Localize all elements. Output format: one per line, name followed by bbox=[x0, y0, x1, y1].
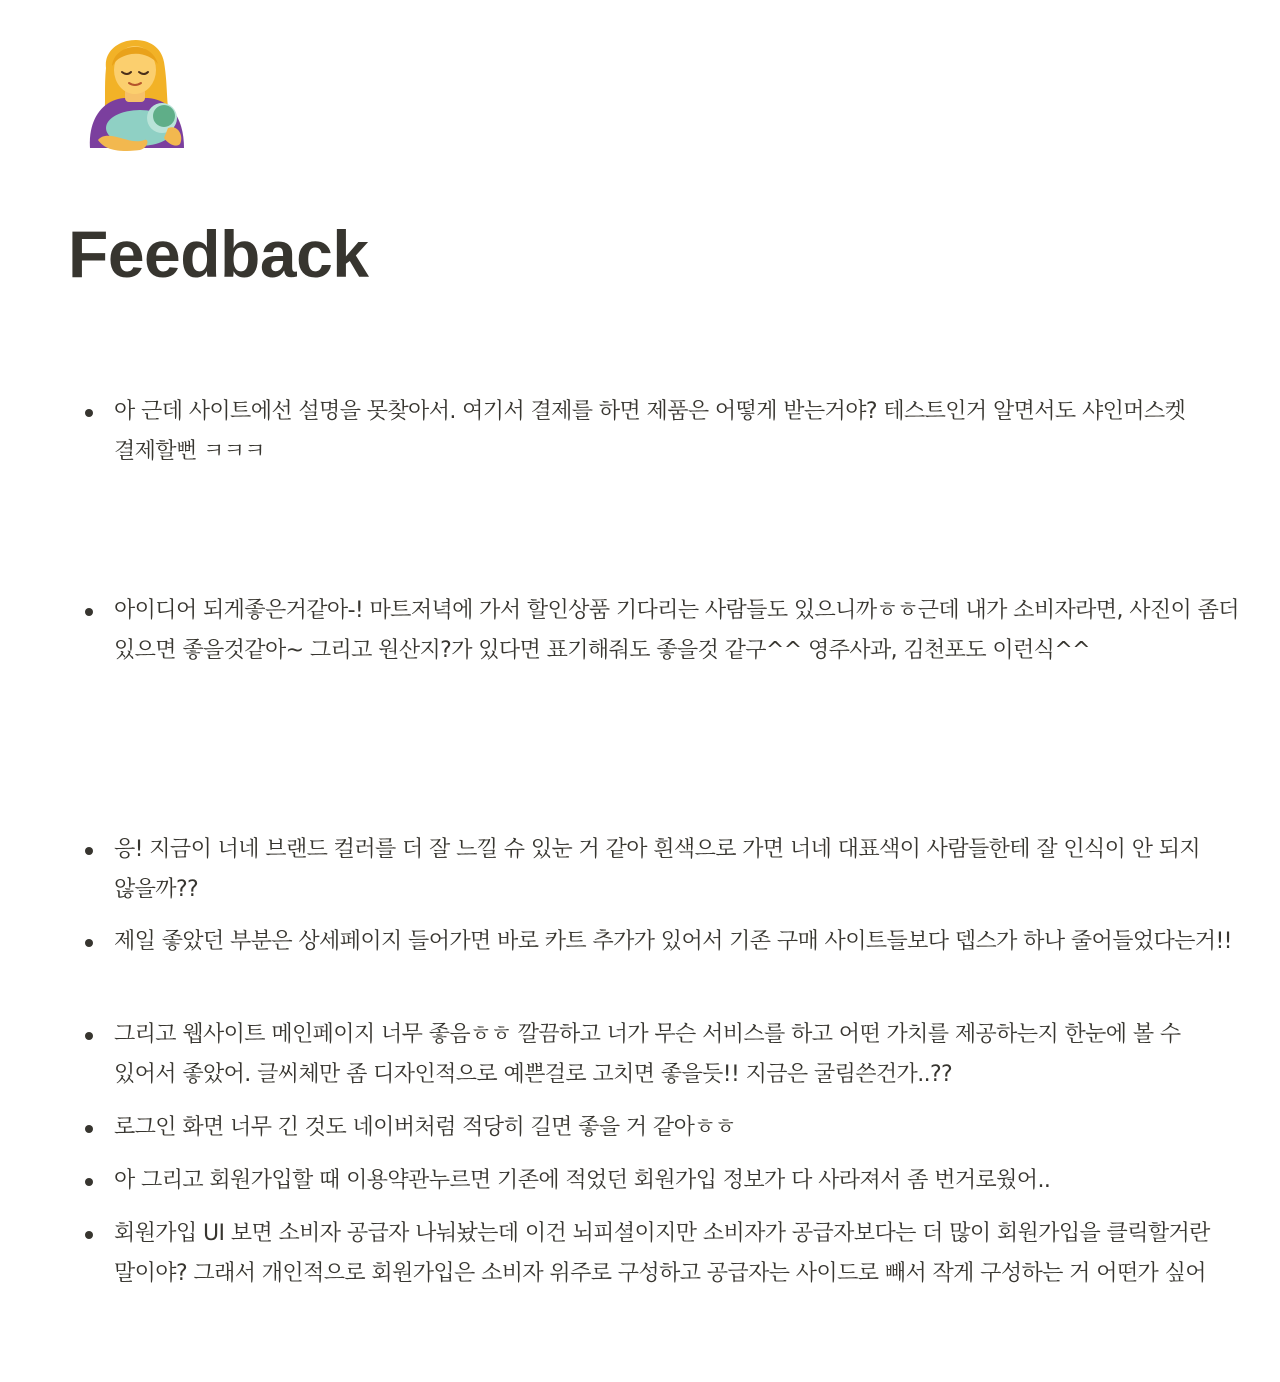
list-item bbox=[80, 591, 1240, 671]
bullet-dot-icon bbox=[85, 1231, 93, 1239]
list-item-text[interactable]: 아이디어 되게좋은거같아-! 마트저녁에 가서 할인상품 기다리는 사람들도 있으니까ㅎㅎ근데 내가 소비자라면, 사진이 좀더 있으면 좋을것같아~ 그리고 원산지?가 있다면 표기해줘도 좋을것 같구^^ 영주사과, 김천포도 이런식^^ bbox=[114, 598, 1239, 663]
bullet-dot-icon bbox=[85, 608, 93, 616]
breastfeeding-woman-emoji-icon[interactable] bbox=[84, 28, 188, 152]
bullet-dot-icon bbox=[85, 847, 93, 855]
bullet-dot-icon bbox=[85, 1125, 93, 1133]
list-item-text[interactable]: 제일 좋았던 부분은 상세페이지 들어가면 바로 카트 추가가 있어서 기존 구매 사이트들보다 뎁스가 하나 줄어들었다는거!! bbox=[114, 929, 1232, 954]
list-item bbox=[80, 830, 1240, 910]
list-item bbox=[80, 922, 1240, 962]
list-item-text[interactable]: 아 그리고 회원가입할 때 이용약관누르면 기존에 적었던 회원가입 정보가 다 사라져서 좀 번거로웠어.. bbox=[114, 1168, 1051, 1193]
list-item-text[interactable]: 응! 지금이 너네 브랜드 컬러를 더 잘 느낄 슈 있눈 거 같아 흰색으로 가면 너네 대표색이 사람들한테 잘 인식이 안 되지 않을까?? bbox=[114, 837, 1201, 902]
list-item bbox=[80, 1015, 1240, 1095]
list-item-text[interactable]: 회원가입 UI 보면 소비자 공급자 나눠놨는데 이건 뇌피셜이지만 소비자가 공급자보다는 더 많이 회원가입을 클릭할거란 말이야? 그래서 개인적으로 회원가입은 소비자 위주로 구성하고 공급자는 사이드로 빼서 작게 구성하는 거 어떤가 싶어 bbox=[114, 1221, 1210, 1286]
list-item-text[interactable]: 아 근데 사이트에선 설명을 못찾아서. 여기서 결제를 하면 제품은 어떻게 받는거야? 테스트인거 알면서도 샤인머스켓 결제할뻔 ㅋㅋㅋ bbox=[114, 399, 1186, 464]
page-title: Feedback bbox=[68, 217, 369, 291]
bullet-dot-icon bbox=[85, 1032, 93, 1040]
list-item bbox=[80, 1161, 1240, 1201]
list-item-text[interactable]: 로그인 화면 너무 긴 것도 네이버처럼 적당히 길면 좋을 거 같아ㅎㅎ bbox=[114, 1115, 736, 1140]
bullet-dot-icon bbox=[85, 939, 93, 947]
list-item-text[interactable]: 그리고 웹사이트 메인페이지 너무 좋음ㅎㅎ 깔끔하고 너가 무슨 서비스를 하고 어떤 가치를 제공하는지 한눈에 볼 수 있어서 좋았어. 글씨체만 좀 디자인적으로 예쁜걸로 고치면 좋을듯!! 지금은 굴림쓴건가..?? bbox=[114, 1022, 1181, 1087]
bullet-dot-icon bbox=[85, 1178, 93, 1186]
list-item bbox=[80, 1108, 1240, 1148]
list-item bbox=[80, 392, 1240, 472]
bullet-dot-icon bbox=[85, 409, 93, 417]
list-item bbox=[80, 1214, 1240, 1294]
